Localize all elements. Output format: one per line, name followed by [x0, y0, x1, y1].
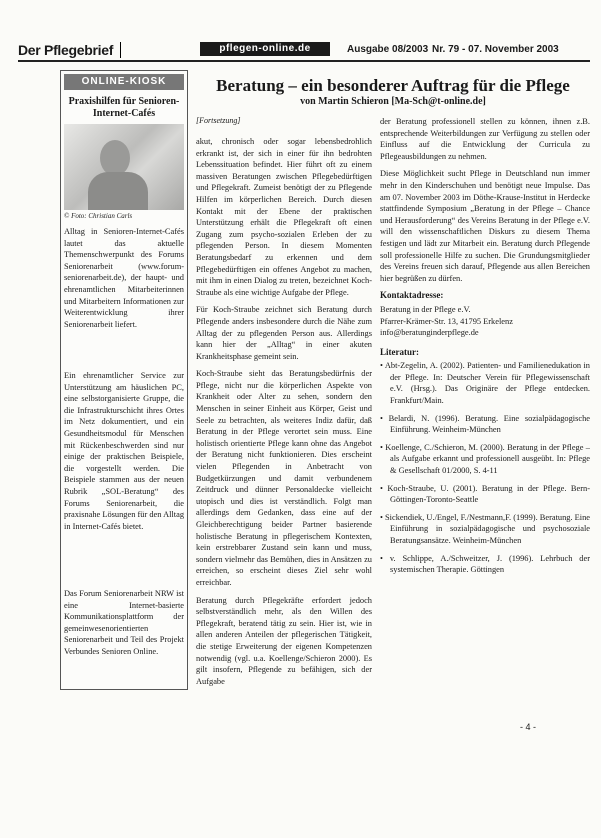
contact-email: info@beratunginderpflege.de: [380, 328, 479, 338]
article-column-right: [380, 116, 590, 582]
article-paragraph: Für Koch-Straube zeichnet sich Beratung durch Pflegende anders insbesondere durch die Nähe zum Alltag der zu pflegenden Person aus. Allerdings kann hier der „Alltag“ in einer akuten Krankheitsphase gemeint sein.: [196, 305, 372, 361]
article-column-left: [196, 136, 372, 693]
site-logo: pflegen-online.de: [200, 42, 330, 56]
article-paragraph: Beratung durch Pflegekräfte erfordert jedoch selbstverständlich mehr, als den Willen des Pflegekraft, beratend tätig zu sein. Hier ist, wie in allen anderen Anteilen der pflegerischen Tätigkeit, die stetige Erweiterung der eigenen Kompetenzen notwendig (vgl. u.a. Koellenge/Schieron 2000). Es gilt insofern, Pflegende zu befähigen, sich der Aufgabe: [196, 595, 372, 686]
issue-number-date: Nr. 79 - 07. November 2003: [432, 44, 559, 55]
page-number: - 4 -: [520, 722, 537, 732]
sidebar-paragraph: Ein ehrenamtlicher Service zur Unterstützung am häuslichen PC, eine selbstorganisierte Gruppe, die die Infrastrukturschicht ihres Ortes im Netz dokumentiert, und ein Gesundheitsmodul für Menschen mit Rückenbeschwerden sind nur einige der praktischen Beispiele, die vorgestellt werden. Die Beispiele stammen aus der neuen Rubrik „SOL-Beratung“ des Forums Seniorenarbeit, die praxisnahe Lösungen für den Alltag in Internet-Cafés bietet.: [64, 371, 185, 531]
sidebar-paragraph: Das Forum Seniorenarbeit NRW ist eine Internet-basierte Kommunikationsplattform der gemeinwesenorientierten Seniorenarbeit und Teil des Projekt Verbundes Senioren Online.: [64, 589, 184, 656]
article-paragraph: akut, chronisch oder sogar lebensbedrohlich erkrankt ist, der sich in einer für ihn bedrohten Lebenssituation befindet. Hier führt oft zu einem massiven Beratungen zwischen Pflegebedürftigen und Pflegekraft. Zumeist benötigt der zu Pflegende Hilfen im körperlichen Bereich. Durch diesen Kontakt mit der Ebene der praktischen Unterstützung erhält die Pflegekraft oft einen Zugang zum psycho-sozialen Erleben der zu pflegenden Person. In diesem Momenten Beratungsbedarf zu erkennen und dem Pflegebedürftigen ein offenes Angebot zu machen, mit ihm in einen Dialog zu treten, bezeichnet Koch-Straube als eine wichtige Aufgabe der Pflege.: [196, 137, 372, 297]
literature-item: • Koch-Straube, U. (2001). Beratung in der Pflege. Bern-Göttingen-Toronto-Seattle: [380, 483, 590, 505]
contact-line: Pfarrer-Krämer-Str. 13, 41795 Erkelenz: [380, 316, 513, 326]
contact-heading: Kontaktadresse:: [380, 290, 444, 301]
sidebar-banner: ONLINE-KIOSK: [64, 74, 184, 90]
article-title: Beratung – ein besonderer Auftrag für die Pflege: [216, 76, 570, 95]
literature-item: • Sickendiek, U./Engel, F./Nestmann,F. (1999). Beratung. Eine Einführung in sozialpädagogische und psychosoziale Beratungsansätze. Weinheim-München: [380, 512, 590, 545]
issue-label: Ausgabe 08/2003: [347, 44, 429, 55]
literature-item: • Belardi, N. (1996). Beratung. Eine sozialpädagogische Einführung. Weinheim-München: [380, 413, 590, 435]
photo-person-body: [88, 172, 148, 210]
literature-item: • Abt-Zegelin, A. (2002). Patienten- und Familienedukation in der Pflege. In: Deutscher Verein für Pflegewissenschaft e.V. (Hrsg.). Das Originäre der Pflege entdecken. Frankfurt/Main.: [380, 361, 590, 406]
article-byline: von Martin Schieron [Ma-Sch@t-online.de]: [300, 96, 486, 107]
header-rule: [18, 60, 590, 62]
article-paragraph: Diese Möglichkeit sucht Pflege in Deutschland nun immer mehr in den Kinderschuhen und benötigt neue Impulse. Das am 07. November 2003 im Döthe-Krause-Institut in Herdecke stattfindende Symposium „Beratung in der Pflege – Chance und Herausforderung“ des Vereins Beratung in der Pflege e.V. will den wissenschaftlichen Diskurs zu diesem Thema festigen und lädt zur Mitarbeit ein. Beratung durch Pflegende soll professionelle Hilfe zu suchen. Die Grundungsmitglieder des Vereins freuen sich darauf, Pflegende aus allen Bereichen hier begrüßen zu dürfen.: [380, 169, 590, 283]
masthead-separator: [120, 42, 121, 58]
article-paragraph: der Beratung professionell stellen zu können, ihnen z.B. entsprechende Weiterbildungen zur Verfügung zu stellen oder Einfluss auf die Entwicklung der Curricula zu Pflegeausbildungen zu nehmen.: [380, 117, 590, 161]
article-paragraph: Koch-Straube sieht das Beratungsbedürfnis der Pflege, nicht nur die körperlichen Aspekte von Krankheit oder Alter zu sehen, sondern den Menschen in seiner Einheit aus Körper, Geist und Seele zu betrachten, als weiteres Indiz dafür, daß Beratung in der Pflege verortet sein muss. Eine holistisch orientierte Pflege kann ohne das Angebot der Beratung nicht funktionieren. Dies erscheint vielen Pflegenden in Anbetracht von Budgetkürzungen und damit verbundenem Zeitdruck und dünner Personaldecke vielleicht utopisch und dies ist verständlich. Folgt man allerdings dem Gedanken, dass eine auf der Gleichberechtigung beider Partner basierende holistische Beratung in pflegerischem Kontexten, kein erstrebbarer Zustand sein kann und muss, sondern vielmehr das Bemühen, dies in Ansätzen zu erreichen, so erscheint dieses Ziel sehr wohl erreichbar.: [196, 369, 372, 587]
literature-item: • Koellenge, C./Schieron, M. (2000). Beratung in der Pflege – als Aufgabe erkannt und professionell ausgeübt. In: Pflege & Gesellschaft 01/2000, S. 4-11: [380, 442, 590, 476]
contact-line: Beratung in der Pflege e.V.: [380, 304, 471, 314]
sidebar-paragraph: Alltag in Senioren-Internet-Cafés lautet das aktuelle Themenschwerpunkt des Forums Seniorenarbeit (www.forum-seniorenarbeit.de), der haupt- und ehrenamtlichen Mitarbeiterinnen und Mitarbeitern Informationen zur Weiterentwicklung ihrer Seniorenarbeit liefert.: [64, 227, 184, 329]
masthead: Der Pflegebrief: [18, 42, 114, 58]
sidebar-heading: Praxishilfen für Senioren-Internet-Cafés: [68, 96, 180, 119]
photo-person-head: [100, 140, 130, 176]
photo-caption: © Foto: Christian Carls: [64, 212, 133, 220]
literature-heading: Literatur:: [380, 346, 419, 357]
literature-item: • v. Schlippe, A./Schweitzer, J. (1996). Lehrbuch der systemischen Therapie. Göttingen: [380, 553, 590, 575]
continued-marker: [Fortsetzung]: [196, 116, 241, 125]
